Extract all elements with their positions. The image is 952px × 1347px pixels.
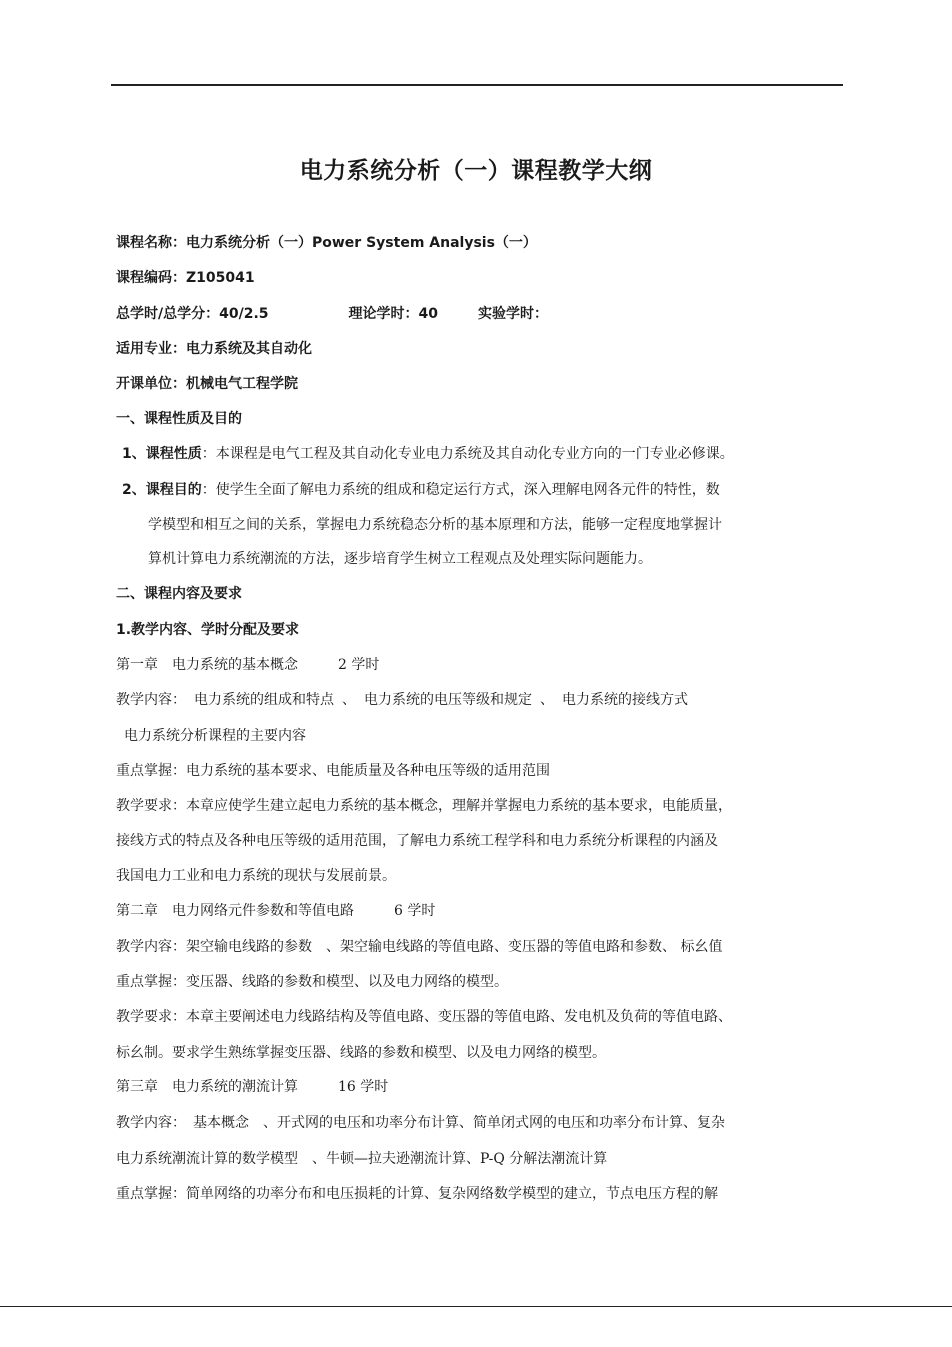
chapter1-content-label: 教学内容： [116, 692, 186, 708]
chapter1-content-sep: 、 [540, 692, 554, 708]
theory-hours: 理论学时：40 [348, 306, 438, 322]
course-purpose [122, 480, 720, 500]
chapter2-hours: 6 学时 [394, 903, 436, 919]
chapter1-requirements-line1: 教学要求：本章应使学生建立起电力系统的基本概念，理解并掌握电力系统的基本要求，电能质量， [116, 798, 732, 814]
chapter3-key-points-line1: 重点掌握：简单网络的功率分布和电压损耗的计算、复杂网络数学模型的建立，节点电压方程的解 [116, 1186, 718, 1202]
chapter3-content-line1: 教学内容： 基本概念 、开式网的电压和功率分布计算、简单闭式网的电压和功率分布计算、复杂 [116, 1115, 725, 1131]
chapter3-title: 第三章 电力系统的潮流计算 [116, 1079, 298, 1095]
chapter1-hours: 2 学时 [338, 657, 380, 673]
chapter3-hours: 16 学时 [338, 1079, 389, 1095]
chapter2-key-points: 重点掌握：变压器、线路的参数和模型、以及电力网络的模型。 [116, 974, 508, 990]
footer-rule [0, 1306, 952, 1307]
chapter1-title-row [116, 655, 379, 675]
course-hours-row [116, 304, 548, 324]
section2-heading: 二、课程内容及要求 [116, 586, 242, 602]
chapter1-content-line2: 电力系统分析课程的主要内容 [124, 728, 306, 744]
course-purpose-label: 2、课程目的 [122, 482, 202, 498]
chapter3-content-line2: 电力系统潮流计算的数学模型 、牛顿—拉夫逊潮流计算、P-Q 分解法潮流计算 [116, 1151, 608, 1167]
course-name: 课程名称：电力系统分析（一）Power System Analysis（一） [116, 235, 537, 251]
course-code: 课程编码：Z105041 [116, 270, 255, 286]
chapter1-content-item: 电力系统的电压等级和规定 [364, 692, 532, 708]
chapter2-title-row [116, 901, 435, 921]
course-nature [122, 444, 734, 464]
course-nature-label: 1、课程性质 [122, 446, 202, 462]
total-hours: 总学时/总学分：40/2.5 [116, 306, 269, 322]
chapter1-content-item: 电力系统的接线方式 [562, 692, 688, 708]
course-purpose-line3: 算机计算电力系统潮流的方法，逐步培育学生树立工程观点及处理实际问题能力。 [148, 551, 652, 567]
course-nature-text: ：本课程是电气工程及其自动化专业电力系统及其自动化专业方向的一门专业必修课。 [201, 446, 734, 462]
chapter1-content-sep: 、 [342, 692, 356, 708]
section2-sub1: 1.教学内容、学时分配及要求 [116, 622, 300, 638]
chapter2-title: 第二章 电力网络元件参数和等值电路 [116, 903, 354, 919]
chapter2-requirements-line1: 教学要求：本章主要阐述电力线路结构及等值电路、变压器的等值电路、发电机及负荷的等值电路、 [116, 1009, 732, 1025]
course-purpose-line2: 学模型和相互之间的关系，掌握电力系统稳态分析的基本原理和方法，能够一定程度地掌握计 [148, 517, 722, 533]
section1-heading: 一、课程性质及目的 [116, 411, 242, 427]
chapter1-title: 第一章 电力系统的基本概念 [116, 657, 298, 673]
chapter1-content [116, 690, 688, 710]
chapter3-title-row [116, 1077, 388, 1097]
lab-hours: 实验学时： [478, 306, 548, 322]
chapter1-requirements-line2: 接线方式的特点及各种电压等级的适用范围，了解电力系统工程学科和电力系统分析课程的内涵及 [116, 833, 718, 849]
offering-unit: 开课单位：机械电气工程学院 [116, 376, 298, 392]
chapter2-content: 教学内容：架空输电线路的参数 、架空输电线路的等值电路、变压器的等值电路和参数、 标幺值 [116, 939, 723, 955]
chapter1-requirements-line3: 我国电力工业和电力系统的现状与发展前景。 [116, 868, 396, 884]
chapter1-key-points: 重点掌握：电力系统的基本要求、电能质量及各种电压等级的适用范围 [116, 763, 550, 779]
document-title: 电力系统分析（一）课程教学大纲 [299, 158, 653, 184]
header-rule [111, 84, 843, 86]
applicable-major: 适用专业：电力系统及其自动化 [116, 341, 312, 357]
course-purpose-text: ：使学生全面了解电力系统的组成和稳定运行方式，深入理解电网各元件的特性，数 [201, 482, 720, 498]
chapter2-requirements-line2: 标幺制。要求学生熟练掌握变压器、线路的参数和模型、以及电力网络的模型。 [116, 1045, 606, 1061]
chapter1-content-item: 电力系统的组成和特点 [194, 692, 334, 708]
